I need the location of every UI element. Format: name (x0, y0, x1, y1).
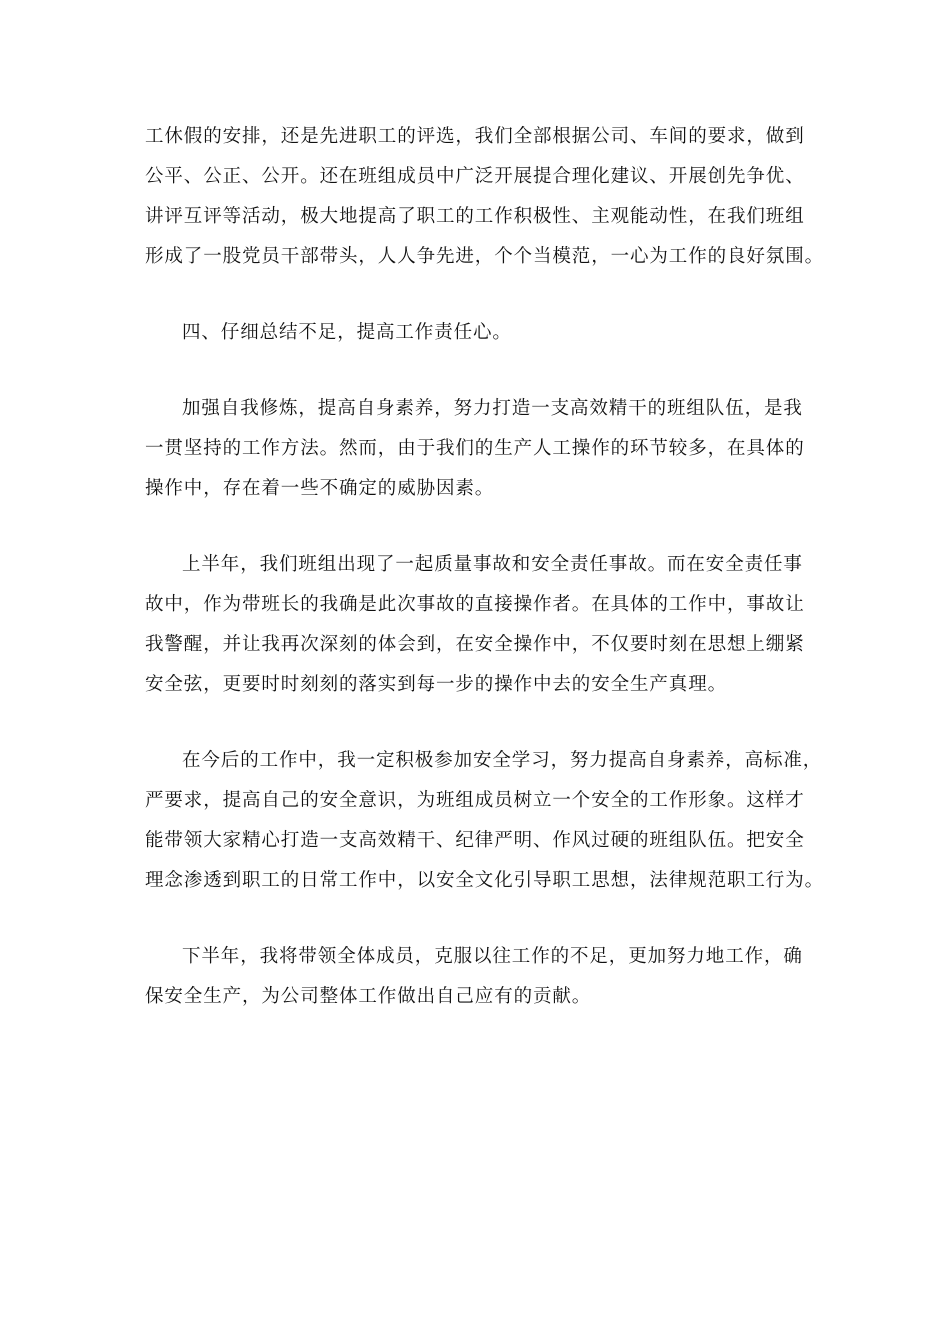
document-body (145, 117, 825, 1053)
paragraph-line: 上半年，我们班组出现了一起质量事故和安全责任事故。而在安全责任事 (182, 554, 803, 575)
paragraph-line: 能带领大家精心打造一支高效精干、纪律严明、作风过硬的班组队伍。把安全 (145, 830, 805, 851)
paragraph-line: 在今后的工作中，我一定积极参加安全学习，努力提高自身素养，高标准， (182, 750, 823, 771)
paragraph-line: 保安全生产，为公司整体工作做出自己应有的贡献。 (145, 986, 592, 1007)
paragraph-line: 安全弦，更要时时刻刻的落实到每一步的操作中去的安全生产真理。 (145, 674, 728, 695)
paragraph-line: 故中，作为带班长的我确是此次事故的直接操作者。在具体的工作中，事故让 (145, 594, 805, 615)
paragraph-line: 公平、公正、公开。还在班组成员中广泛开展提合理化建议、开展创先争优、 (145, 166, 805, 187)
paragraph-line: 加强自我修炼，提高自身素养，努力打造一支高效精干的班组队伍，是我 (182, 398, 803, 419)
paragraph-line: 形成了一股党员干部带头，人人争先进，个个当模范，一心为工作的良好氛围。 (145, 246, 825, 267)
paragraph-1 (145, 117, 825, 277)
paragraph-line: 操作中，存在着一些不确定的威胁因素。 (145, 478, 495, 499)
paragraph-line: 我警醒，并让我再次深刻的体会到，在安全操作中，不仅要时刻在思想上绷紧 (145, 634, 805, 655)
paragraph-line: 理念渗透到职工的日常工作中，以安全文化引导职工思想，法律规范职工行为。 (145, 870, 825, 891)
section-heading (145, 313, 810, 353)
paragraph-5 (145, 741, 825, 901)
paragraph-line: 严要求，提高自己的安全意识，为班组成员树立一个安全的工作形象。这样才 (145, 790, 805, 811)
paragraph-line: 下半年，我将带领全体成员，克服以往工作的不足，更加努力地工作，确 (182, 946, 803, 967)
paragraph-6 (145, 937, 810, 1017)
paragraph-line: 讲评互评等活动，极大地提高了职工的工作积极性、主观能动性，在我们班组 (145, 206, 805, 227)
paragraph-4 (145, 545, 810, 705)
paragraph-line: 一贯坚持的工作方法。然而，由于我们的生产人工操作的环节较多，在具体的 (145, 438, 805, 459)
heading-line: 四、仔细总结不足，提高工作责任心。 (182, 322, 512, 343)
paragraph-line: 工休假的安排，还是先进职工的评选，我们全部根据公司、车间的要求，做到 (145, 126, 805, 147)
paragraph-3 (145, 389, 810, 509)
